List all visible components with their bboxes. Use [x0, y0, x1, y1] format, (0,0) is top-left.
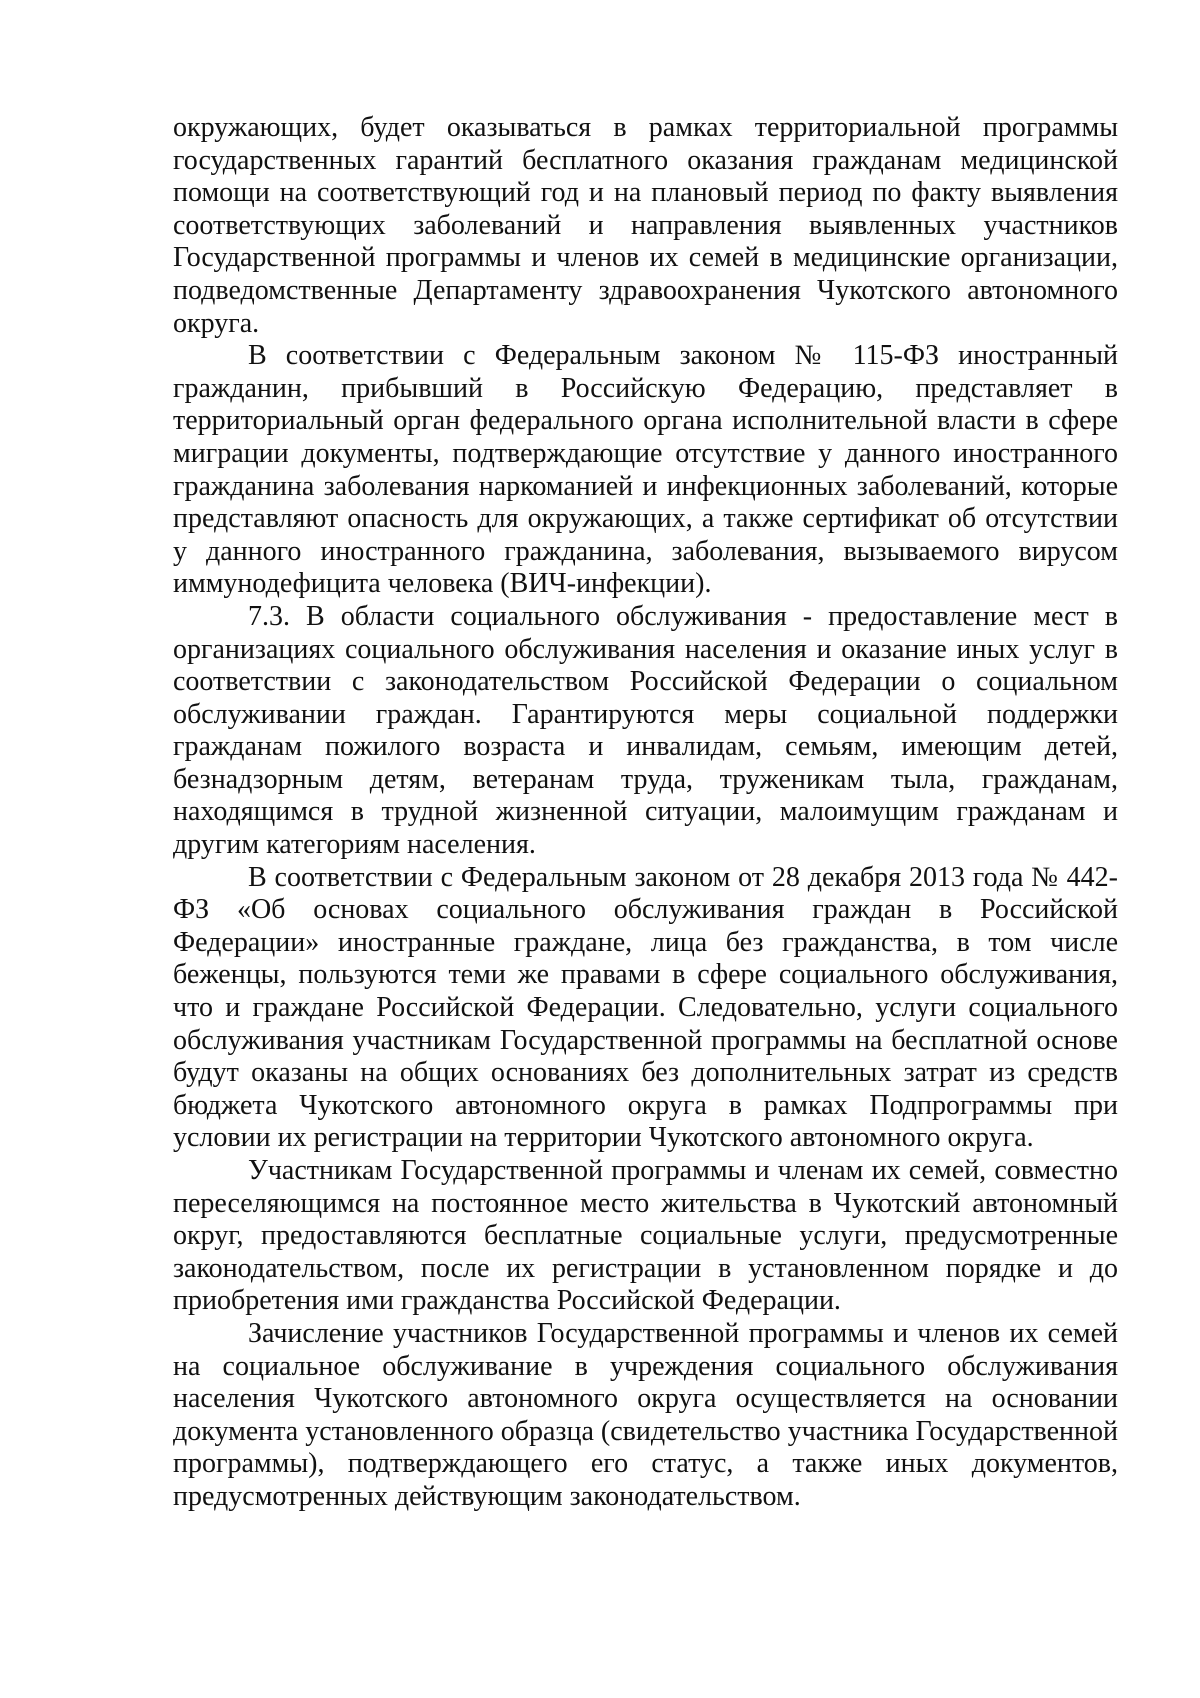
paragraph-7-3-social-services: 7.3. В области социального обслуживания - предоставление мест в организациях социального обслуживания населения и оказание иных услуг в соответствии с законодательством Российской Федерации о социальном обслуживании граждан. Гарантируются меры социальной поддержки гражданам пожилого возраста и инвалидам, семьям, имеющим детей, безнадзорным детям, ветеранам труда, труженикам тыла, гражданам, находящимся в трудной жизненной ситуации, малоимущим гражданам и другим категориям населения. [173, 600, 1118, 861]
paragraph-free-social-services: Участникам Государственной программы и членам их семей, совместно переселяющимся на постоянное место жительства в Чукотский автономный округ, предоставляются бесплатные социальные услуги, предусмотренные законодательством, после их регистрации в установленном порядке и до приобретения ими гражданства Российской Федерации. [173, 1155, 1118, 1317]
paragraph-442-fz: В соответствии с Федеральным законом от 28 декабря 2013 года № 442-ФЗ «Об основах социального обслуживания граждан в Российской Федерации» иностранные граждане, лица без гражданства, в том числе беженцы, пользуются теми же правами в сфере социального обслуживания, что и граждане Российской Федерации. Следовательно, услуги социального обслуживания участникам Государственной программы на бесплатной основе будут оказаны на общих основаниях без дополнительных затрат из средств бюджета Чукотского автономного округа в рамках Подпрограммы при условии их регистрации на территории Чукотского автономного округа. [173, 861, 1118, 1154]
paragraph-115-fz: В соответствии с Федеральным законом № 115-ФЗ иностранный гражданин, прибывший в Российскую Федерацию, представляет в территориальный орган федерального органа исполнительной власти в сфере миграции документы, подтверждающие отсутствие у данного иностранного гражданина заболевания наркоманией и инфекционных заболеваний, которые представляют опасность для окружающих, а также сертификат об отсутствии у данного иностранного гражданина, заболевания, вызываемого вирусом иммунодефицита человека (ВИЧ-инфекции). [173, 340, 1118, 600]
paragraph-continuation: окружающих, будет оказываться в рамках территориальной программы государственных гарантий бесплатного оказания гражданам медицинской помощи на соответствующий год и на плановый период по факту выявления соответствующих заболеваний и направления выявленных участников Государственной программы и членов их семей в медицинские организации, подведомственные Департаменту здравоохранения Чукотского автономного округа. [173, 112, 1118, 339]
paragraph-enrollment: Зачисление участников Государственной программы и членов их семей на социальное обслуживание в учреждения социального обслуживания населения Чукотского автономного округа осуществляется на основании документа установленного образца (свидетельство участника Государственной программы), подтверждающего его статус, а также иных документов, предусмотренных действующим законодательством. [173, 1317, 1118, 1512]
document-body [173, 112, 1118, 1514]
